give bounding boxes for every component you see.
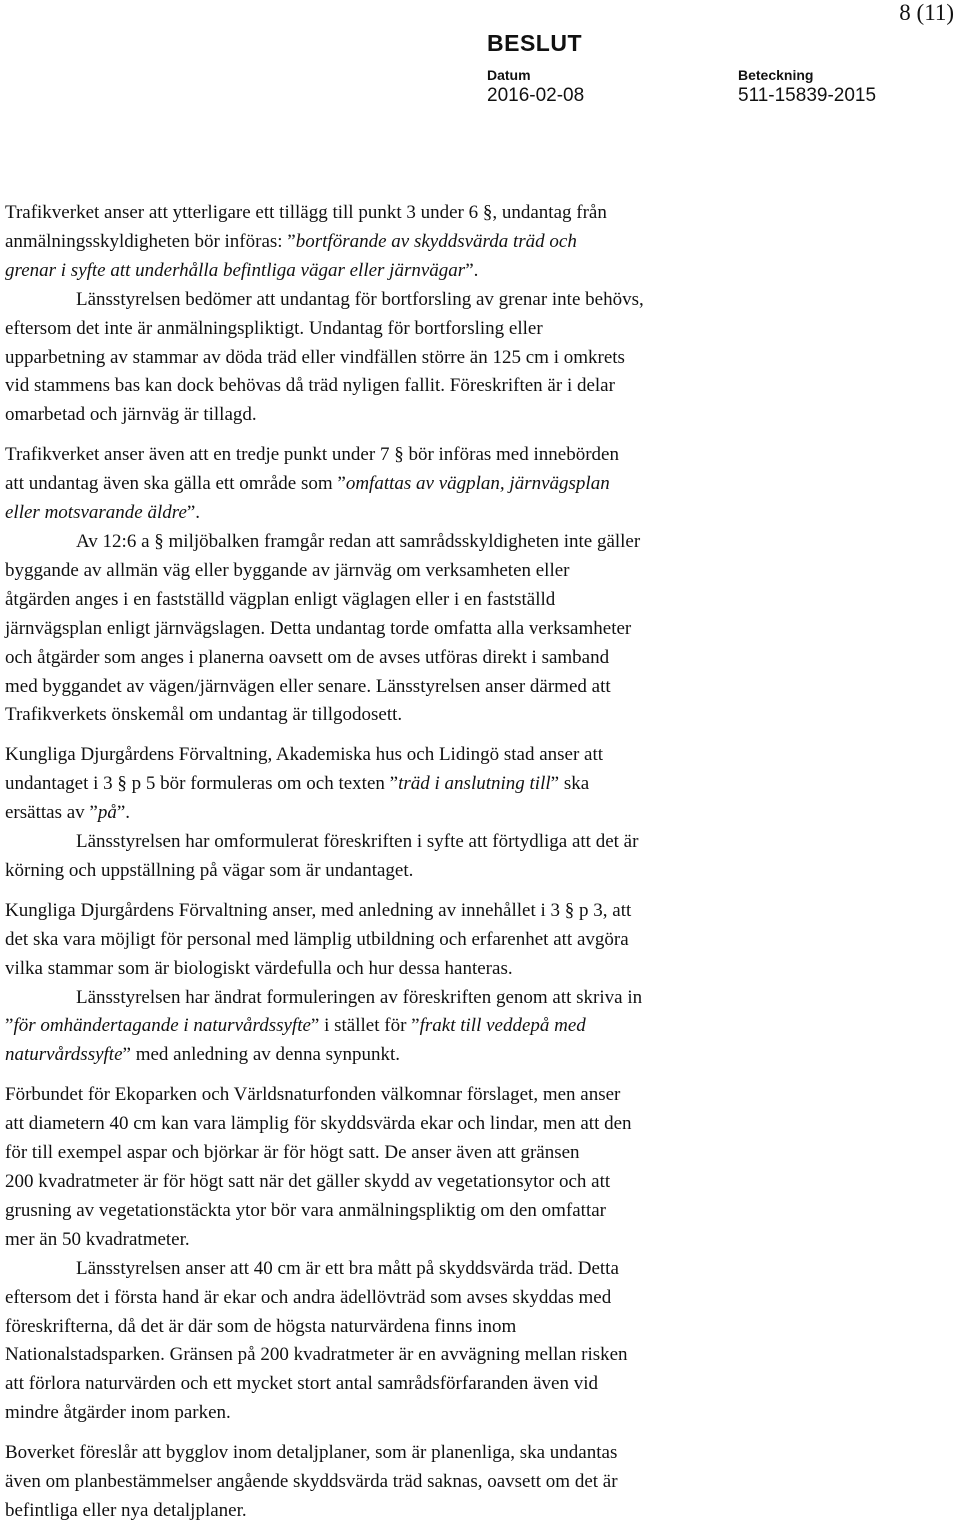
text-line: att diametern 40 cm kan vara lämplig för skyddsvärda ekar och lindar, men att den — [5, 1113, 632, 1135]
text-line: för till exempel aspar och björkar är för högt satt. De anser även att gränsen — [5, 1142, 580, 1164]
text-line: omarbetad och järnväg är tillagd. — [5, 404, 257, 426]
reference-label: Beteckning — [738, 67, 814, 83]
document-type: BESLUT — [487, 30, 582, 56]
reference-block — [738, 66, 876, 108]
text-line: Boverket föreslår att bygglov inom detaljplaner, som är planenliga, ska undantas — [5, 1442, 618, 1464]
text-line: anmälningsskyldigheten bör införas: ”bortförande av skyddsvärda träd och — [5, 230, 577, 252]
paragraph-kungliga-djurgarden-1 — [5, 741, 835, 886]
text-line: och åtgärder som anges i planerna oavsett om de avses utföras direkt i samband — [5, 646, 610, 668]
quoted-text: på — [97, 802, 117, 824]
paragraph-trafikverket-2 — [5, 441, 835, 730]
text-line: även om planbestämmelser angående skyddsvärda träd saknas, oavsett om det är — [5, 1471, 618, 1493]
document-body — [5, 199, 835, 1537]
text-line: grusning av vegetationstäckta ytor bör vara anmälningspliktig om den omfattar — [5, 1199, 606, 1221]
text-line: befintliga eller nya detaljplaner. — [5, 1499, 247, 1521]
text-line: körning och uppställning på vägar som är undantaget. — [5, 859, 414, 881]
text-line: Länsstyrelsen anser att 40 cm är ett bra mått på skyddsvärda träd. Detta — [76, 1257, 619, 1279]
text-line: Trafikverket anser att ytterligare ett tillägg till punkt 3 under 6 §, undantag från — [5, 202, 607, 223]
text-line: att förlora naturvärden och ett mycket stort antal samrådsförfaranden även vid — [5, 1373, 598, 1395]
quoted-text: naturvårdssyfte — [5, 1044, 123, 1066]
paragraph-ekoparken — [5, 1081, 835, 1428]
quoted-text: träd i anslutning till — [398, 773, 551, 795]
text-line: eftersom det i första hand är ekar och andra ädellövträd som avses skyddas med — [5, 1286, 612, 1308]
text-line: Förbundet för Ekoparken och Världsnaturfonden välkomnar förslaget, men anser — [5, 1084, 621, 1106]
quoted-text: grenar i syfte att underhålla befintliga vägar eller järnvägar — [5, 259, 466, 281]
text-line: vilka stammar som är biologiskt värdefulla och hur dessa hanteras. — [5, 957, 513, 979]
text-line: järnvägsplan enligt järnvägslagen. Detta undantag torde omfatta alla verksamheter — [5, 617, 632, 639]
text-line: åtgärden anges i en fastställd vägplan enligt väglagen eller i en fastställd — [5, 588, 556, 610]
text-line: Länsstyrelsen bedömer att undantag för bortforsling av grenar inte behövs, — [76, 288, 644, 310]
quoted-text: omfattas av vägplan, järnvägsplan — [345, 473, 610, 495]
text-line: eftersom det inte är anmälningspliktigt. Undantag för bortforsling eller — [5, 317, 543, 339]
quoted-text: bortförande av skyddsvärda träd och — [295, 230, 577, 252]
text-line: mer än 50 kvadratmeter. — [5, 1228, 190, 1250]
text-line: Länsstyrelsen har ändrat formuleringen av föreskriften genom att skriva in — [76, 986, 643, 1008]
text-line: byggande av allmän väg eller byggande av järnväg om verksamheten eller — [5, 559, 570, 581]
paragraph-trafikverket-1 — [5, 199, 835, 430]
text-line: Kungliga Djurgårdens Förvaltning anser, med anledning av innehållet i 3 § p 3, att — [5, 899, 632, 921]
text-line: Trafikverkets önskemål om undantag är tillgodosett. — [5, 704, 403, 726]
quoted-text: för omhändertagande i naturvårdssyfte — [13, 1015, 311, 1037]
text-line: föreskrifterna, då det är där som de högsta naturvärdena finns inom — [5, 1315, 517, 1337]
date-value: 2016-02-08 — [487, 85, 585, 106]
quoted-text: eller motsvarande äldre — [5, 502, 187, 524]
paragraph-kungliga-djurgarden-2 — [5, 897, 835, 1070]
text-line: ”för omhändertagande i naturvårdssyfte” i stället för ”frakt till veddepå med — [5, 1015, 586, 1037]
text-line: undantaget i 3 § p 5 bör formuleras om och texten ”träd i anslutning till” ska — [5, 773, 590, 795]
text-line: att undantag även ska gälla ett område som ”omfattas av vägplan, järnvägsplan — [5, 473, 610, 495]
text-line: det ska vara möjligt för personal med lämplig utbildning och erfarenhet att avgöra — [5, 928, 629, 950]
text-line: ersättas av ”på”. — [5, 802, 131, 824]
text-line: mindre åtgärder inom parken. — [5, 1402, 231, 1424]
date-block — [487, 66, 584, 108]
reference-value: 511-15839-2015 — [738, 85, 877, 106]
date-label: Datum — [487, 67, 531, 83]
text-line: upparbetning av stammar av döda träd eller vindfällen större än 125 cm i omkrets — [5, 346, 625, 368]
text-line: 200 kvadratmeter är för högt satt när det gäller skydd av vegetationsytor och att — [5, 1171, 611, 1192]
text-line: grenar i syfte att underhålla befintliga vägar eller järnvägar”. — [5, 259, 479, 281]
text-line: Nationalstadsparken. Gränsen på 200 kvadratmeter är en avvägning mellan risken — [5, 1344, 628, 1366]
text-line: Trafikverket anser även att en tredje punkt under 7 § bör införas med innebörden — [5, 444, 619, 466]
text-line: naturvårdssyfte” med anledning av denna synpunkt. — [5, 1044, 401, 1066]
text-line: Länsstyrelsen har omformulerat föreskriften i syfte att förtydliga att det är — [76, 831, 639, 853]
text-line: Av 12:6 a § miljöbalken framgår redan att samrådsskyldigheten inte gäller — [76, 530, 641, 552]
page-number: 8 (11) — [899, 0, 954, 25]
text-line: eller motsvarande äldre”. — [5, 502, 201, 524]
text-line: vid stammens bas kan dock behövas då träd nyligen fallit. Föreskriften är i delar — [5, 375, 615, 397]
paragraph-boverket — [5, 1439, 835, 1526]
text-line: Kungliga Djurgårdens Förvaltning, Akademiska hus och Lidingö stad anser att — [5, 744, 604, 766]
quoted-text: frakt till veddepå med — [419, 1015, 586, 1037]
text-line: med byggandet av vägen/järnvägen eller senare. Länsstyrelsen anser därmed att — [5, 675, 611, 697]
